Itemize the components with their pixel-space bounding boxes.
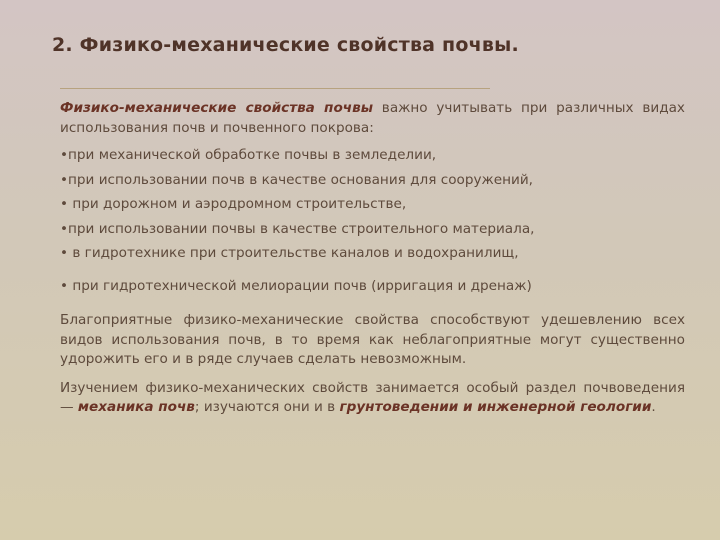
intro-paragraph xyxy=(60,99,685,138)
study-paragraph xyxy=(60,379,685,418)
soil-mechanics-emphasis: механика почв xyxy=(77,399,195,415)
study-text-part2: ; изучаются они и в xyxy=(194,399,340,415)
intro-emphasis: Физико-механические свойства почвы xyxy=(60,100,374,116)
favorable-properties-paragraph: Благоприятные физико-механические свойства способствуют удешевлению всех видов использования почв, в то время как неблагоприятные могут существенно удорожить его и в ряде случаев сделать невозможным. xyxy=(60,312,685,367)
title-divider xyxy=(60,88,490,89)
geology-emphasis: грунтоведении и инженерной геологии xyxy=(339,399,652,415)
bullet-item: •при механической обработке почвы в земледелии, xyxy=(60,147,437,163)
bullet-item: •при использовании почвы в качестве строительного материала, xyxy=(60,220,535,237)
uses-bullet-list xyxy=(60,146,685,296)
study-text-part3: . xyxy=(651,399,656,415)
bullet-item: • при гидротехнической мелиорации почв (ирригация и дренаж) xyxy=(60,277,532,294)
study-text-part1: Изучением физико-механических свойств занимается особый раздел почвоведения — xyxy=(60,379,685,415)
bullet-item: • в гидротехнике при строительстве каналов и водохранилищ, xyxy=(60,245,519,261)
bullet-item: •при использовании почв в качестве основания для сооружений, xyxy=(60,171,534,188)
intro-text: важно учитывать при различных видах использования почв и почвенного покрова: xyxy=(60,100,685,136)
bullet-item: • при дорожном и аэродромном строительстве, xyxy=(60,196,407,212)
slide-title: 2. Физико-механические свойства почвы. xyxy=(52,34,519,56)
slide-body xyxy=(60,99,685,418)
